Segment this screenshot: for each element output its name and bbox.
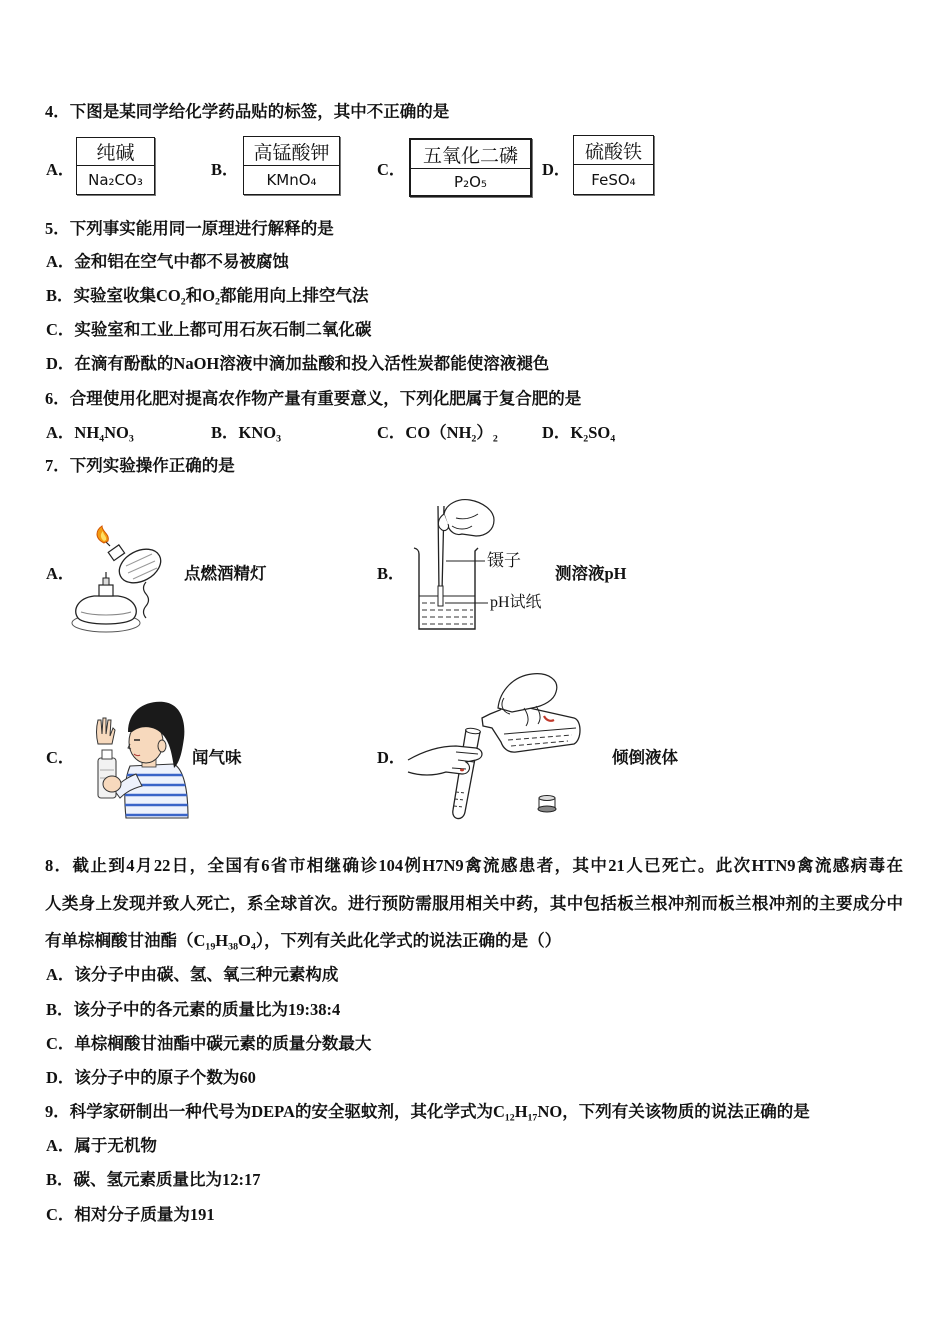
alcohol-lamp-lighting-figure	[66, 526, 168, 634]
q4-label-formula-b: KMnO₄	[266, 171, 317, 189]
flame	[97, 526, 108, 543]
q6-option-d: D．K₂SO₄	[542, 423, 616, 442]
q7-option-a-letter: A．	[46, 564, 75, 583]
pouring-liquid-figure	[404, 668, 584, 822]
q6-option-b: B．KNO₃	[211, 423, 282, 442]
bottle-stopper	[538, 796, 556, 813]
q8-stem-line-1: 8．截止到4月22日，全国有6省市相继确诊104例H7N9禽流感患者，其中21人已死亡。此次HTN9禽流感病毒在	[45, 856, 903, 875]
smelling-figure	[90, 698, 190, 818]
child-head	[128, 702, 184, 768]
q4-label-formula-a: Na₂CO₃	[88, 171, 143, 189]
q4-label-name-b: 高锰酸钾	[244, 137, 339, 166]
q9-option-c: C．相对分子质量为191	[46, 1205, 215, 1224]
q4-stem: 4．下图是某同学给化学药品贴的标签，其中不正确的是	[45, 102, 450, 121]
q4-label-box-d	[573, 135, 654, 195]
beaker	[414, 548, 478, 629]
q4-option-a-letter: A．	[46, 160, 75, 179]
q7-option-b-letter: B．	[377, 564, 405, 583]
q7-stem: 7．下列实验操作正确的是	[45, 456, 235, 475]
q4-label-formula-d: FeSO₄	[591, 170, 636, 189]
q4-label-box-b	[243, 136, 340, 195]
q4-label-name-c: 五氧化二磷	[411, 140, 530, 169]
q5-option-c: C．实验室和工业上都可用石灰石制二氧化碳	[46, 320, 372, 339]
ph-paper-label: pH试纸	[490, 594, 542, 611]
q7-option-c-letter: C．	[46, 748, 75, 767]
q8-option-a: A．该分子中由碳、氢、氧三种元素构成	[46, 965, 339, 984]
q4-label-name-a: 纯碱	[77, 138, 154, 166]
q8-option-b: B．该分子中的各元素的质量比为19:38:4	[46, 1000, 341, 1019]
q8-stem-line-2: 人类身上发现并致人死亡，系全球首次。进行预防需服用相关中药，其中包括板兰根冲剂而板兰根冲剂的主要成分中	[45, 894, 903, 913]
reagent-bottle	[482, 705, 580, 752]
ph-paper	[438, 586, 443, 606]
q9-option-b: B．碳、氢元素质量比为12:17	[46, 1170, 261, 1189]
q7-option-c-caption: 闻气味	[192, 748, 242, 767]
q4-label-formula-c: P₂O₅	[454, 173, 487, 191]
q7-option-d-letter: D．	[377, 748, 406, 767]
q4-label-name-d: 硫酸铁	[574, 136, 653, 165]
q7-option-a-caption: 点燃酒精灯	[184, 564, 267, 583]
q4-option-d-letter: D．	[542, 160, 571, 179]
q7-option-d-caption: 倾倒液体	[612, 748, 678, 767]
q4-label-box-a	[76, 137, 155, 195]
q5-option-a: A．金和铝在空气中都不易被腐蚀	[46, 252, 289, 271]
q4-label-box-c	[409, 138, 532, 197]
q9-option-a: A．属于无机物	[46, 1136, 157, 1155]
q4-option-c-letter: C．	[377, 160, 406, 179]
q6-stem: 6．合理使用化肥对提高农作物产量有重要意义，下列化肥属于复合肥的是	[45, 389, 582, 408]
q5-option-d: D．在滴有酚酞的NaOH溶液中滴加盐酸和投入活性炭都能使溶液褪色	[46, 354, 550, 373]
q5-stem: 5．下列事实能用同一原理进行解释的是	[45, 219, 334, 238]
q7-option-b-caption: 测溶液pH	[555, 564, 627, 583]
q6-option-c: C．CO（NH₂）₂	[377, 423, 498, 442]
tweezers-label: 镊子	[487, 551, 521, 570]
hand	[438, 500, 494, 536]
waving-hand	[97, 718, 116, 744]
q4-option-b-letter: B．	[211, 160, 239, 179]
q8-option-d: D．该分子中的原子个数为60	[46, 1068, 256, 1087]
q5-option-b: B．实验室收集CO₂和O₂都能用向上排空气法	[46, 286, 369, 305]
q6-option-a: A．NH₄NO₃	[46, 423, 134, 442]
holding-hand	[103, 776, 121, 792]
q8-stem-line-3: 有单棕榈酸甘油酯（C₁₉H₃₈O₄），下列有关此化学式的说法正确的是（）	[45, 931, 562, 950]
child-body	[120, 764, 190, 818]
q9-stem: 9．科学家研制出一种代号为DEPA的安全驱蚊剂，其化学式为C₁₂H₁₇NO，下列有关该物质的说法正确的是	[45, 1102, 810, 1121]
q8-option-c: C．单棕榈酸甘油酯中碳元素的质量分数最大	[46, 1034, 372, 1053]
